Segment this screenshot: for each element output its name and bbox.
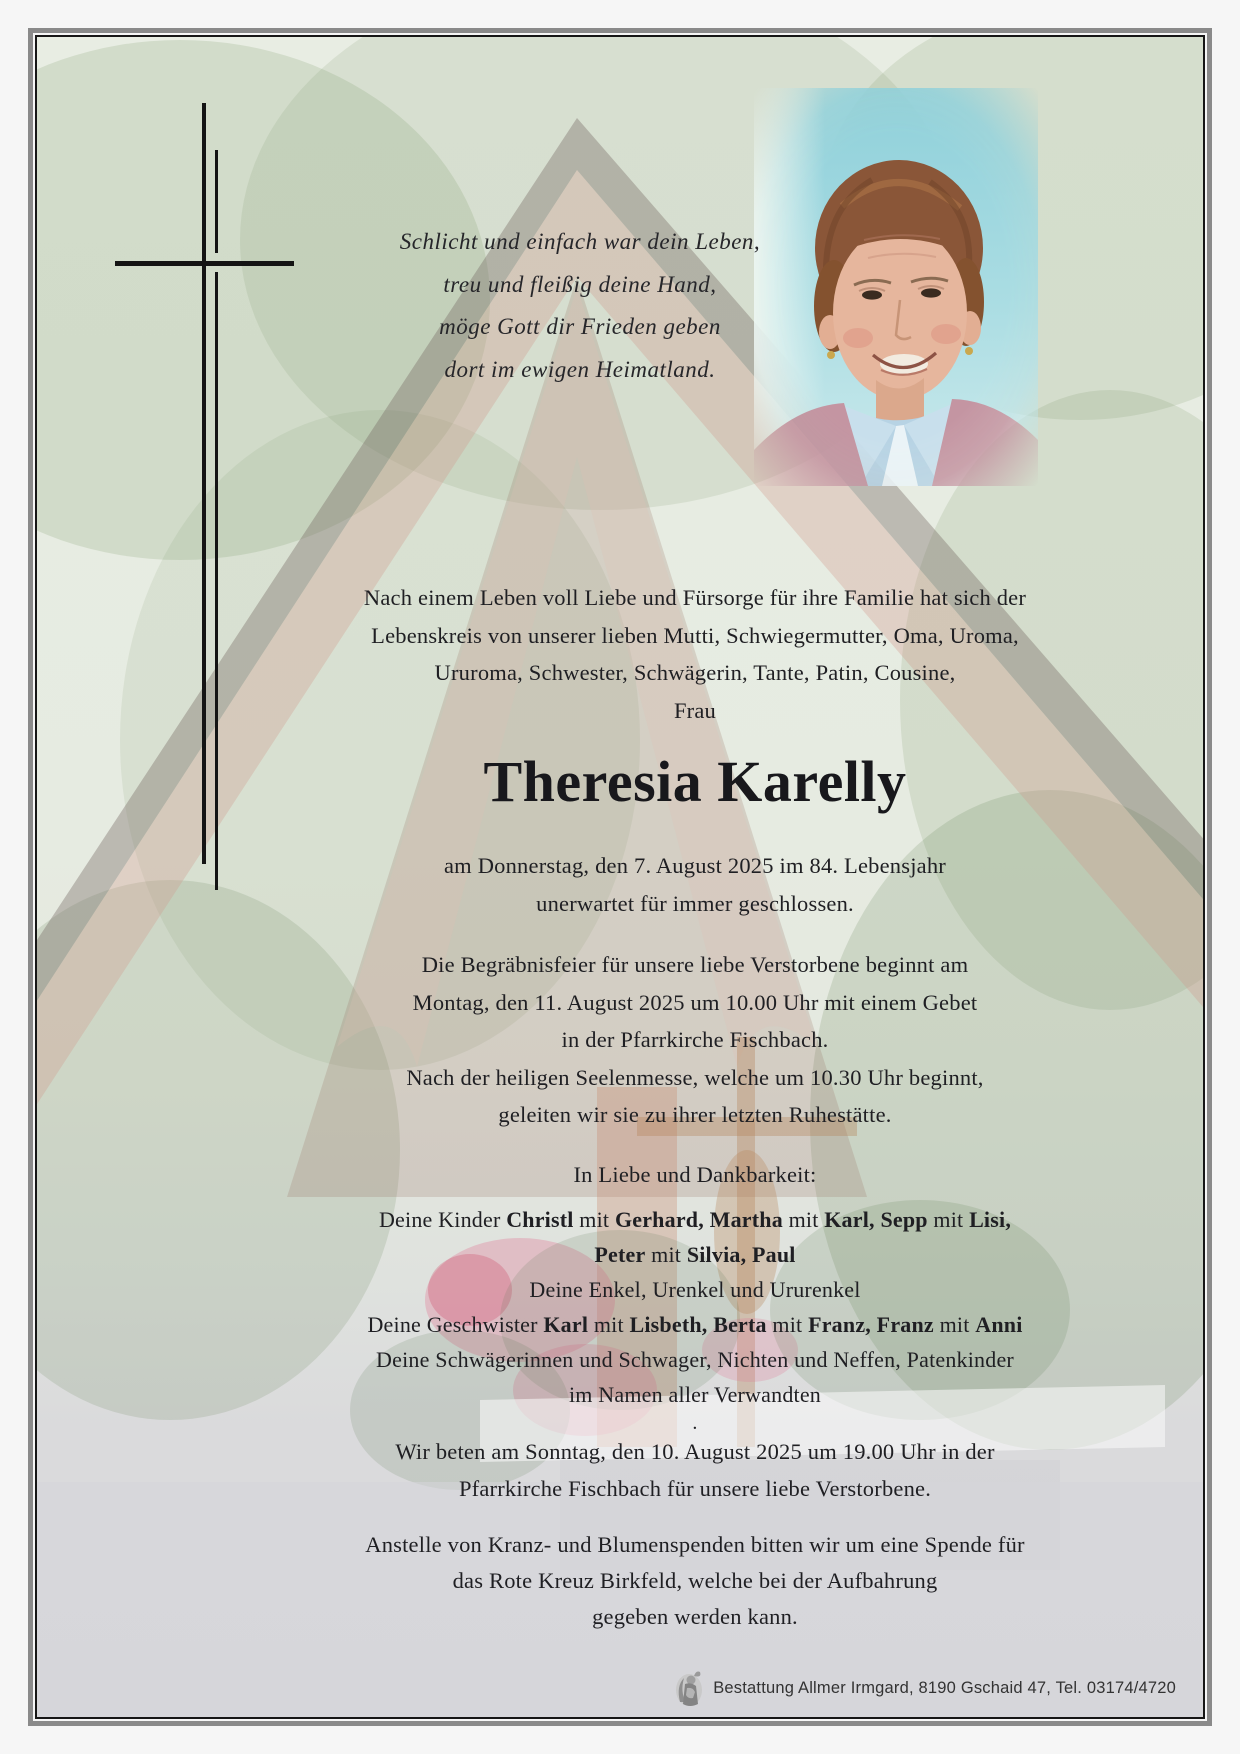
intro-line: Ururoma, Schwester, Schwägerin, Tante, Patin, Cousine, bbox=[434, 660, 956, 685]
death-info-line: unerwartet für immer geschlossen. bbox=[536, 891, 854, 916]
family-line: Peter mit Silvia, Paul bbox=[594, 1242, 796, 1267]
family-line: Deine Geschwister Karl mit Lisbeth, Berta mit Franz, Franz mit Anni bbox=[367, 1312, 1023, 1337]
gratitude-heading: In Liebe und Dankbarkeit: bbox=[573, 1162, 817, 1187]
funeral-home-footer bbox=[674, 1668, 1176, 1708]
family-line: Deine Enkel, Urenkel und Ururenkel bbox=[529, 1277, 861, 1302]
donation-info-line: gegeben werden kann. bbox=[592, 1604, 798, 1629]
family-line: im Namen aller Verwandten bbox=[568, 1382, 821, 1407]
death-info bbox=[150, 847, 1240, 923]
donation-info-line: Anstelle von Kranz- und Blumenspenden bitten wir um eine Spende für bbox=[365, 1532, 1025, 1557]
intro-line-frau: Frau bbox=[673, 697, 717, 723]
intro-paragraph bbox=[150, 579, 1240, 729]
angel-icon bbox=[674, 1668, 704, 1708]
poem-line: möge Gott dir Frieden geben bbox=[439, 314, 721, 339]
family-list bbox=[150, 1202, 1240, 1412]
death-info-line: am Donnerstag, den 7. August 2025 im 84. Lebensjahr bbox=[444, 853, 946, 878]
prayer-info-line: Pfarrkirche Fischbach für unsere liebe Verstorbene. bbox=[458, 1476, 932, 1501]
family-line: Deine Schwägerinnen und Schwager, Nichten und Neffen, Patenkinder bbox=[376, 1347, 1014, 1372]
cross-icon-inner-upper bbox=[215, 150, 218, 253]
donation-info bbox=[150, 1527, 1240, 1635]
prayer-info bbox=[150, 1433, 1240, 1507]
funeral-info-line: in der Pfarrkirche Fischbach. bbox=[561, 1027, 829, 1052]
cross-icon-arm bbox=[115, 261, 294, 266]
prayer-info-line: Wir beten am Sonntag, den 10. August 2025 um 19.00 Uhr in der bbox=[395, 1439, 995, 1464]
poem-line: treu und fleißig deine Hand, bbox=[443, 271, 717, 297]
intro-line: Nach einem Leben voll Liebe und Fürsorge für ihre Familie hat sich der bbox=[363, 585, 1027, 610]
funeral-info-line: Montag, den 11. August 2025 um 10.00 Uhr mit einem Gebet bbox=[412, 989, 978, 1015]
funeral-info-line: Die Begräbnisfeier für unsere liebe Verstorbene beginnt am bbox=[421, 952, 969, 977]
funeral-home-text: Bestattung Allmer Irmgard, 8190 Gschaid 47, Tel. 03174/4720 bbox=[713, 1678, 1176, 1697]
poem bbox=[380, 221, 780, 391]
poem-line: Schlicht und einfach war dein Leben, bbox=[399, 229, 761, 254]
portrait-illustration bbox=[754, 88, 1038, 486]
donation-info-line: das Rote Kreuz Birkfeld, welche bei der Aufbahrung bbox=[452, 1568, 938, 1593]
funeral-info-line: geleiten wir sie zu ihrer letzten Ruhestätte. bbox=[498, 1102, 892, 1127]
portrait-photo bbox=[754, 88, 1038, 486]
family-line: Deine Kinder Christl mit Gerhard, Martha mit Karl, Sepp mit Lisi, bbox=[378, 1207, 1012, 1232]
poem-line: dort im ewigen Heimatland. bbox=[444, 356, 716, 382]
intro-line: Lebenskreis von unserer lieben Mutti, Schwiegermutter, Oma, Uroma, bbox=[371, 622, 1019, 648]
deceased-name: Theresia Karelly bbox=[483, 749, 907, 814]
funeral-info-line: Nach der heiligen Seelenmesse, welche um 10.30 Uhr beginnt, bbox=[406, 1064, 984, 1090]
separator-dot: . bbox=[692, 1412, 698, 1434]
funeral-info bbox=[150, 946, 1240, 1134]
